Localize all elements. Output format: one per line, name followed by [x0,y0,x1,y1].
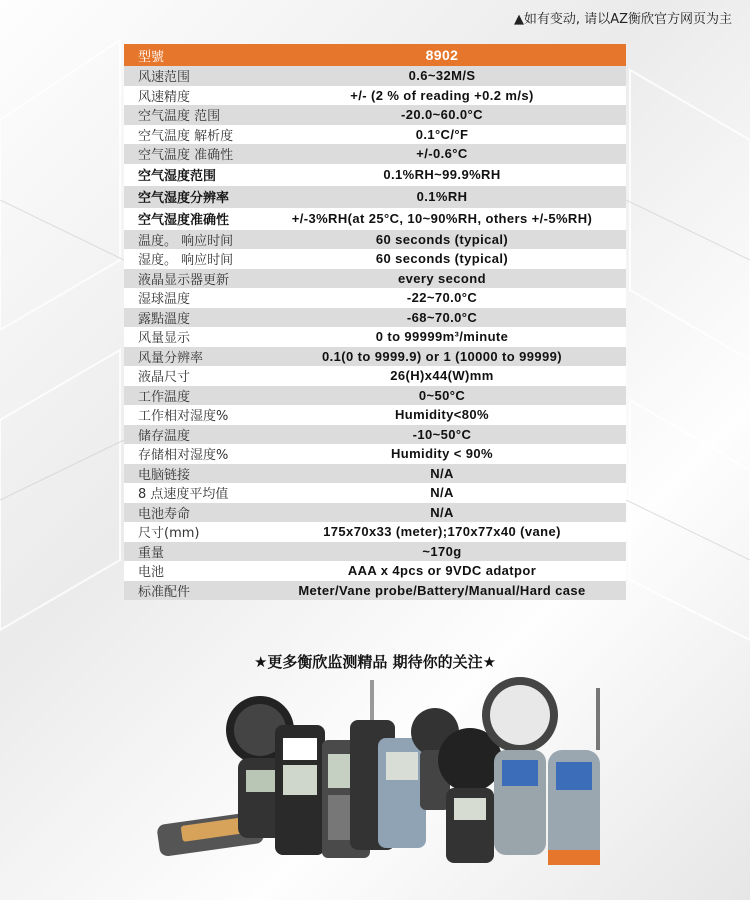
table-row [124,125,626,145]
table-row [124,483,626,503]
spec-label: 电池寿命 [138,506,191,522]
spec-label: 电脑链接 [138,467,191,483]
spec-label: 风量显示 [138,331,191,347]
spec-value: AAA x 4pcs or 9VDC adatpor [347,563,537,579]
spec-label: 空气湿度范围 [138,169,217,184]
spec-value: N/A [430,504,454,520]
spec-label: 液晶尺寸 [138,370,191,386]
spec-value: 60 seconds (typical) [375,231,509,247]
table-row [124,66,626,86]
spec-value: 0 to 99999m³/minute [375,329,509,345]
spec-value: 0.6~32M/S [408,68,476,84]
spec-label: 露點溫度 [138,311,191,327]
table-row [124,288,626,308]
table-row [124,249,626,269]
spec-label: 空气湿度准确性 [138,213,230,228]
table-row [124,144,626,164]
spec-label: 8 点速度平均值 [138,487,229,503]
table-row [124,405,626,425]
header-label: 型號 [138,49,165,65]
table-row [124,327,626,347]
spec-value: Humidity < 90% [390,446,494,462]
spec-label: 湿球温度 [138,292,191,308]
spec-label: 存储相对湿度% [138,448,229,464]
spec-label: 液晶显示器更新 [138,272,230,288]
change-notice: ▲如有变动, 请以AZ衡欣官方网页为主 [513,12,732,27]
spec-label: 电池 [138,565,165,581]
spec-value: 0.1%RH [416,189,468,204]
tagline: ★更多衡欣监测精品 期待你的关注★ [253,653,497,671]
spec-value: -10~50°C [412,426,472,442]
spec-value: 60 seconds (typical) [375,251,509,267]
spec-label: 湿度。 响应时间 [138,253,234,269]
spec-label: 尺寸(mm) [138,526,200,542]
spec-label: 标准配件 [138,584,191,600]
spec-value: +/- (2 % of reading +0.2 m/s) [350,87,534,103]
table-row [124,561,626,581]
table-row [124,581,626,601]
spec-value: N/A [430,485,454,501]
spec-label: 风量分辨率 [138,350,204,366]
table-row [124,269,626,289]
spec-label: 空气温度 解析度 [138,128,234,144]
model-number: 8902 [425,47,459,63]
spec-label: 工作温度 [138,389,191,405]
spec-label: 储存温度 [138,428,191,444]
spec-value: -68~70.0°C [406,309,478,325]
table-row [124,366,626,386]
table-header-row [124,44,626,66]
spec-table [124,44,626,600]
table-row [124,308,626,328]
product-lineup-image [150,670,620,885]
spec-value: every second [398,270,486,286]
spec-label: 风速精度 [138,89,191,105]
table-row [124,86,626,106]
spec-value: Meter/Vane probe/Battery/Manual/Hard case [298,582,586,598]
spec-label: 空气温度 范围 [138,109,221,125]
table-row [124,542,626,562]
table-body [124,66,626,600]
table-row [124,105,626,125]
table-row [124,186,626,208]
table-row [124,444,626,464]
spec-value: 0.1(0 to 9999.9) or 1 (10000 to 99999) [322,348,562,364]
spec-label: 温度。 响应时间 [138,233,234,249]
meter-4 [378,738,426,848]
spec-value: -20.0~60.0°C [401,107,483,123]
spec-value: +/-3%RH(at 25°C, 10~90%RH, others +/-5%RH) [291,211,593,226]
table-row [124,230,626,250]
meter-2 [275,725,325,855]
spec-value: 175x70x33 (meter);170x77x40 (vane) [323,524,561,540]
spec-label: 重量 [138,545,165,561]
table-row [124,347,626,367]
spec-value: ~170g [422,543,462,559]
vane-meter-5 [438,728,502,863]
spec-label: 空气温度 准确性 [138,148,234,164]
spec-value: 0.1%RH~99.9%RH [383,167,501,182]
table-row [124,425,626,445]
spec-value: +/-0.6°C [416,146,468,162]
spec-value: N/A [430,465,454,481]
spec-label: 工作相对湿度% [138,409,229,425]
spec-value: 0.1°C/°F [415,126,469,142]
table-row [124,503,626,523]
spec-value: 0~50°C [418,387,466,403]
table-row [124,386,626,406]
table-row [124,164,626,186]
spec-label: 空气湿度分辨率 [138,191,230,206]
table-row [124,522,626,542]
table-row [124,464,626,484]
table-row [124,208,626,230]
spec-value: 26(H)x44(W)mm [390,368,494,384]
spec-label: 风速范围 [138,70,191,86]
spec-value: -22~70.0°C [406,290,478,306]
spec-value: Humidity<80% [394,407,490,423]
